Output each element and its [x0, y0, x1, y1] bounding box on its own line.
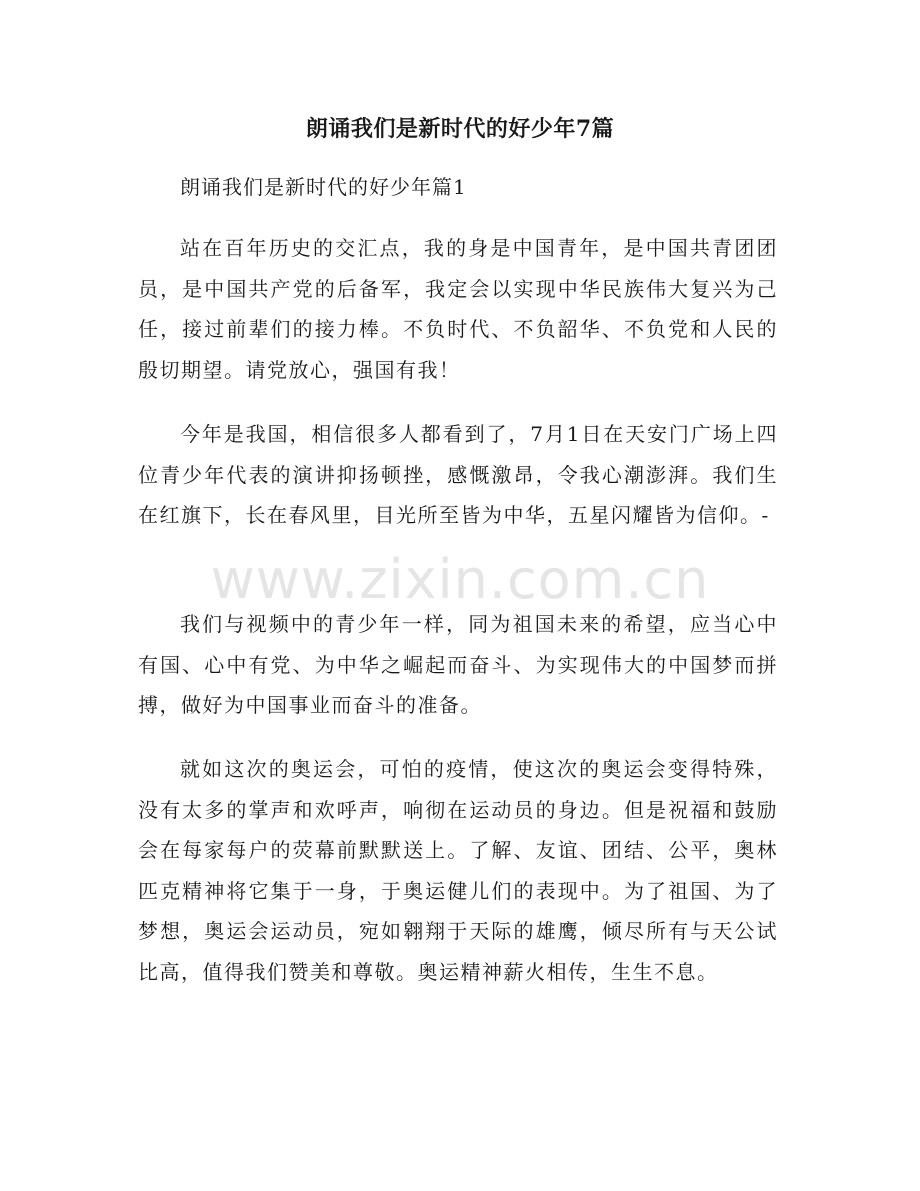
paragraph-3: 我们与视频中的青少年一样，同为祖国未来的希望，应当心中有国、心中有党、为中华之崛起而奋斗、为实现伟大的中国梦而拼搏，做好为中国事业而奋斗的准备。: [138, 612, 778, 717]
section-heading: 朗诵我们是新时代的好少年篇1: [180, 175, 467, 199]
watermark: www.zixin.com.cn: [210, 548, 710, 611]
paragraph-2: 今年是我国，相信很多人都看到了，7月1日在天安门广场上四位青少年代表的演讲抑扬顿挫，感慨激昂，令我心潮澎湃。我们生在红旗下，长在春风里，目光所至皆为中华，五星闪耀皆为信仰。-: [138, 422, 778, 527]
paragraph-4: 就如这次的奥运会，可怕的疫情，使这次的奥运会变得特殊，没有太多的掌声和欢呼声，响彻在运动员的身边。但是祝福和鼓励会在每家每户的荧幕前默默送上。了解、友谊、团结、公平，奥林匹克精神将它集于一身，于奥运健儿们的表现中。为了祖国、为了梦想，奥运会运动员，宛如翱翔于天际的雄鹰，倾尽所有与天公试比高，值得我们赞美和尊敬。奥运精神薪火相传，生生不息。: [138, 757, 778, 984]
paragraph-1: 站在百年历史的交汇点，我的身是中国青年，是中国共青团团员，是中国共产党的后备军，我定会以实现中华民族伟大复兴为己任，接过前辈们的接力棒。不负时代、不负韶华、不负党和人民的殷切期望。请党放心，强国有我！: [138, 236, 778, 382]
document-title: 朗诵我们是新时代的好少年7篇: [305, 116, 615, 142]
